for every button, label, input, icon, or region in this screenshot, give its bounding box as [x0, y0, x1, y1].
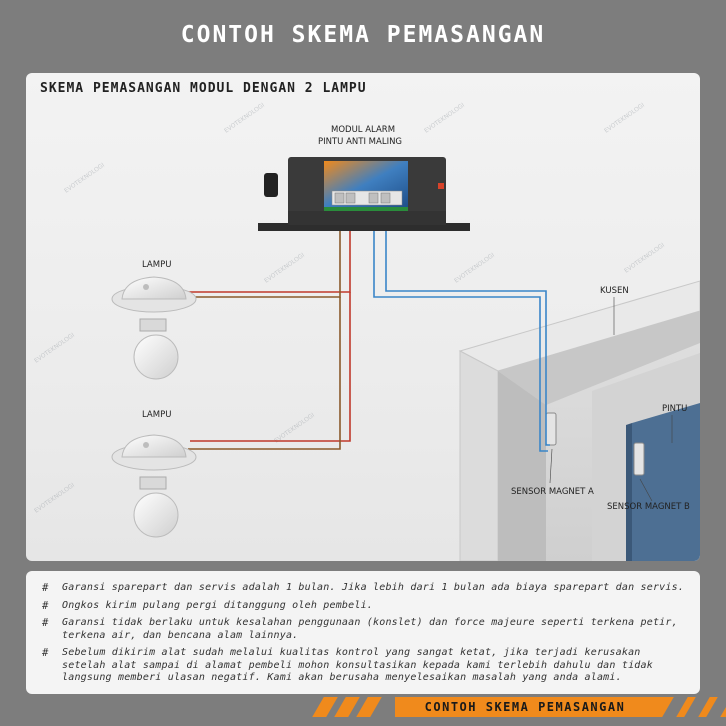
terminal — [369, 193, 378, 203]
watermark: EVOTEKNOLOGI — [273, 411, 316, 445]
note-text: Garansi tidak berlaku untuk kesalahan penggunaan (konslet) dan force majeure seperti terkena petir, terkena air, dan bencana alam lainnya. — [62, 617, 678, 641]
sensor-b-label: SENSOR MAGNET B — [607, 502, 690, 512]
note-bullet: # — [42, 599, 49, 612]
terminal — [346, 193, 355, 203]
module-led — [438, 183, 444, 189]
note-bullet: # — [42, 647, 49, 659]
terminal — [335, 193, 344, 203]
panel-title: SKEMA PEMASANGAN MODUL DENGAN 2 LAMPU — [40, 81, 367, 96]
footer-label: CONTOH SKEMA PEMASANGAN — [424, 700, 626, 714]
note-item — [42, 647, 686, 685]
watermark: EVOTEKNOLOGI — [63, 161, 106, 195]
door-label: PINTU — [662, 404, 688, 414]
wiring-diagram — [26, 73, 700, 561]
footer-chevron — [312, 697, 338, 717]
wire-red-lamp-2 — [190, 292, 350, 441]
watermark: EVOTEKNOLOGI — [603, 101, 646, 135]
module-label-line-2: PINTU ANTI MALING — [318, 137, 403, 147]
watermark: EVOTEKNOLOGI — [33, 331, 76, 365]
note-bullet: # — [42, 582, 49, 594]
module-switch — [264, 173, 278, 197]
module-board-edge — [324, 207, 408, 211]
lamp-1 — [112, 277, 196, 379]
alarm-module — [258, 157, 470, 231]
lamp-label-bottom: LAMPU — [142, 410, 172, 420]
watermark: EVOTEKNOLOGI — [623, 241, 666, 275]
frame-label: KUSEN — [600, 286, 629, 296]
watermark: EVOTEKNOLOGI — [33, 481, 76, 515]
note-text: Sebelum dikirim alat sudah melalui kualitas kontrol yang sangat ketat, jika terjadi kerusakan setelah alat sampai di alamat pembeli mohon konsultasikan kepada kami terlebih dahulu dan tidak langsung memberi ulasan negatif. Kami akan berusaha menyelesaikan masalah yang anda alami. — [62, 647, 653, 683]
notes-box — [26, 571, 700, 694]
sensor-a-label: SENSOR MAGNET A — [511, 487, 594, 497]
watermark: EVOTEKNOLOGI — [423, 101, 466, 135]
note-item — [42, 617, 686, 642]
module-label-line-1: MODUL ALARM — [331, 125, 396, 135]
frame-left-face — [460, 351, 498, 561]
module-mid — [288, 211, 446, 225]
note-item — [42, 600, 686, 613]
page-title: CONTOH SKEMA PEMASANGAN — [180, 22, 546, 48]
sensor-magnet-b — [634, 443, 644, 475]
terminal — [381, 193, 390, 203]
wire-brown-lamp-2 — [188, 297, 340, 449]
diagram-panel — [26, 73, 700, 561]
lamp-label-top: LAMPU — [142, 260, 172, 270]
watermark: EVOTEKNOLOGI — [223, 101, 266, 135]
door-frame-illustration — [460, 281, 700, 561]
note-bullet: # — [42, 617, 49, 629]
sensor-magnet-a — [546, 413, 556, 445]
note-item — [42, 582, 686, 595]
watermark: EVOTEKNOLOGI — [263, 251, 306, 285]
footer-chevron — [356, 697, 382, 717]
door — [632, 403, 700, 561]
door-edge — [626, 423, 632, 561]
watermark: EVOTEKNOLOGI — [453, 251, 496, 285]
note-text: Garansi sparepart dan servis adalah 1 bulan. Jika lebih dari 1 bulan ada biaya sparepart dan servis. — [62, 582, 685, 593]
footer-chevron — [334, 697, 360, 717]
note-text: Ongkos kirim pulang pergi ditanggung oleh pembeli. — [62, 599, 374, 611]
lamp-2 — [112, 435, 196, 537]
